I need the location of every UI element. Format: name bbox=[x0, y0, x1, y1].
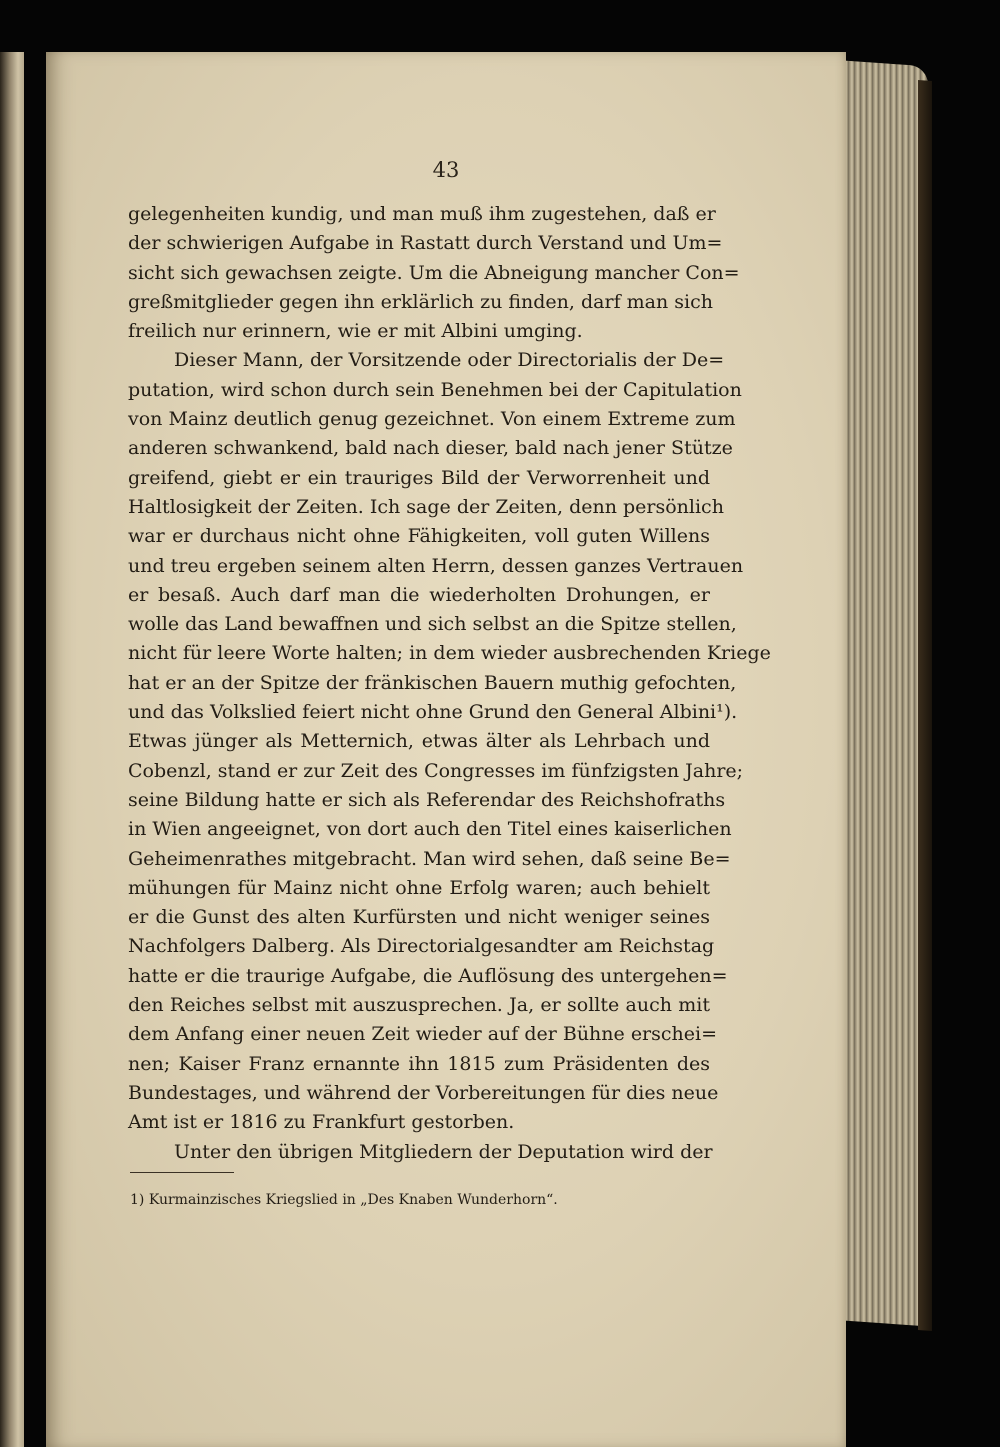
text-line: Nachfolgers Dalberg. Als Directorialgesandter am Reichstag bbox=[128, 935, 715, 958]
text-line: hatte er die traurige Aufgabe, die Auflösung des untergehen= bbox=[128, 964, 728, 987]
text-line: Cobenzl, stand er zur Zeit des Congresses im fünfzigsten Jahre; bbox=[128, 759, 744, 782]
text-line: von Mainz deutlich genug gezeichnet. Von einem Extreme zum bbox=[128, 408, 736, 431]
text-line: er besaß. Auch darf man die wiederholten Drohungen, er bbox=[128, 583, 710, 606]
text-line: er die Gunst des alten Kurfürsten und nicht weniger seines bbox=[128, 906, 710, 929]
page-number: 43 bbox=[432, 158, 460, 182]
text-line: nen; Kaiser Franz ernannte ihn 1815 zum Präsidenten des bbox=[128, 1052, 710, 1075]
text-line: freilich nur erinnern, wie er mit Albini umging. bbox=[128, 320, 583, 343]
book-page bbox=[46, 52, 846, 1447]
text-line: Bundestages, und während der Vorbereitungen für dies neue bbox=[128, 1081, 719, 1104]
text-line: mühungen für Mainz nicht ohne Erfolg waren; auch behielt bbox=[128, 876, 710, 899]
text-line: den Reiches selbst mit auszusprechen. Ja, er sollte auch mit bbox=[128, 994, 710, 1017]
text-line: anderen schwankend, bald nach dieser, bald nach jener Stütze bbox=[128, 437, 733, 460]
text-line: und treu ergeben seinem alten Herrn, dessen ganzes Vertrauen bbox=[128, 554, 744, 577]
text-line: greifend, giebt er ein trauriges Bild der Verworrenheit und bbox=[128, 466, 710, 489]
body-text bbox=[128, 200, 771, 1167]
footnote: 1) Kurmainzisches Kriegslied in „Des Knaben Wunderhorn“. bbox=[130, 1192, 558, 1208]
page-block-edges bbox=[836, 60, 928, 1326]
text-line: Etwas jünger als Metternich, etwas älter als Lehrbach und bbox=[128, 730, 710, 753]
text-line: in Wien angeeignet, von dort auch den Titel eines kaiserlichen bbox=[128, 818, 732, 841]
text-line: sicht sich gewachsen zeigte. Um die Abneigung mancher Con= bbox=[128, 261, 740, 284]
text-line: Amt ist er 1816 zu Frankfurt gestorben. bbox=[128, 1111, 515, 1134]
text-line: seine Bildung hatte er sich als Referendar des Reichshofraths bbox=[128, 788, 726, 811]
text-line: gelegenheiten kundig, und man muß ihm zugestehen, daß er bbox=[128, 203, 716, 225]
text-line: putation, wird schon durch sein Benehmen bei der Capitulation bbox=[128, 378, 742, 401]
footnote-divider bbox=[130, 1172, 234, 1173]
text-line: wolle das Land bewaffnen und sich selbst an die Spitze stellen, bbox=[128, 613, 737, 636]
text-line: Unter den übrigen Mitgliedern der Deputation wird der bbox=[174, 1140, 713, 1163]
text-line: und das Volkslied feiert nicht ohne Grund den General Albini¹). bbox=[128, 701, 738, 724]
text-line: dem Anfang einer neuen Zeit wieder auf der Bühne erschei= bbox=[128, 1023, 718, 1046]
text-line: nicht für leere Worte halten; in dem wieder ausbrechenden Kriege bbox=[128, 642, 771, 665]
previous-page-edge bbox=[0, 52, 24, 1447]
book-cover-edge bbox=[918, 80, 932, 1331]
text-line: Haltlosigkeit der Zeiten. Ich sage der Zeiten, denn persönlich bbox=[128, 495, 724, 518]
text-line: Dieser Mann, der Vorsitzende oder Directorialis der De= bbox=[174, 349, 725, 372]
text-line: der schwierigen Aufgabe in Rastatt durch Verstand und Um= bbox=[128, 232, 723, 255]
text-line: hat er an der Spitze der fränkischen Bauern muthig gefochten, bbox=[128, 671, 737, 694]
text-line: Geheimenrathes mitgebracht. Man wird sehen, daß seine Be= bbox=[128, 847, 731, 870]
text-line: greßmitglieder gegen ihn erklärlich zu finden, darf man sich bbox=[128, 290, 713, 313]
text-line: war er durchaus nicht ohne Fähigkeiten, voll guten Willens bbox=[128, 525, 710, 548]
